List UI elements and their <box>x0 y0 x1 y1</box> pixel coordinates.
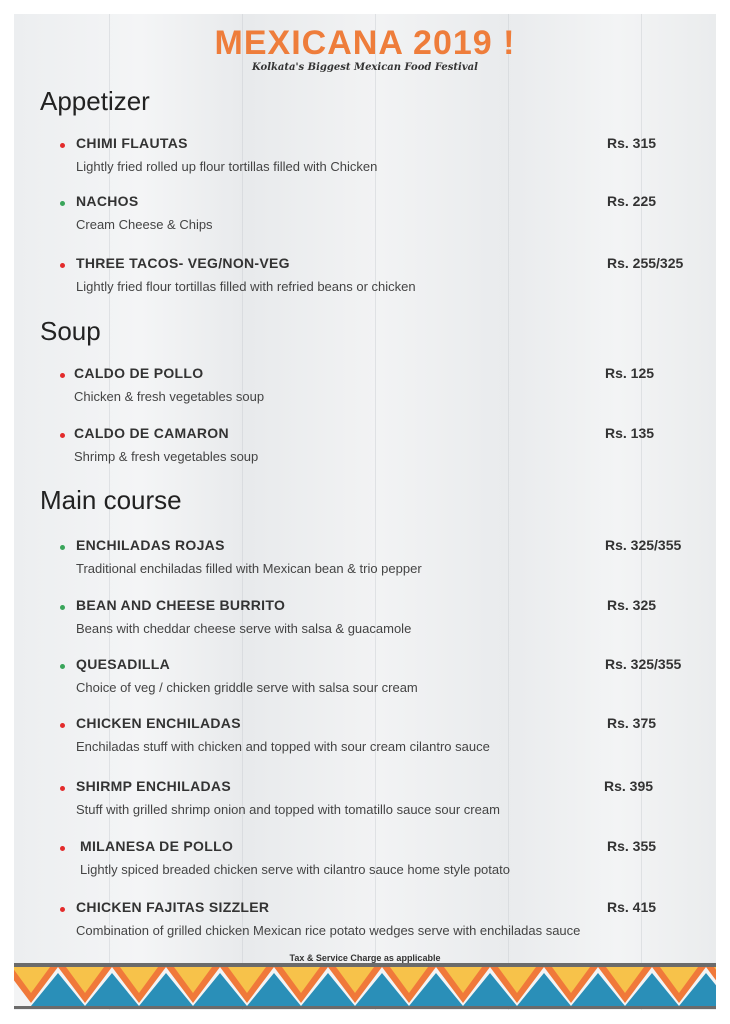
item-price: Rs. 355 <box>607 838 657 854</box>
section-title-soup: Soup <box>40 316 101 346</box>
item-description: Lightly fried rolled up flour tortillas filled with Chicken <box>76 159 378 174</box>
item-name: NACHOS <box>76 193 139 209</box>
item-name: CHICKEN FAJITAS SIZZLER <box>76 899 270 915</box>
item-description: Choice of veg / chicken griddle serve with salsa sour cream <box>76 680 418 695</box>
item-description: Combination of grilled chicken Mexican rice potato wedges serve with enchiladas sauce <box>76 923 581 938</box>
nonveg-marker-icon <box>60 263 65 268</box>
item-price: Rs. 315 <box>607 135 657 151</box>
section-title-appetizer: Appetizer <box>40 86 150 116</box>
tax-note: Tax & Service Charge as applicable <box>289 953 441 963</box>
item-name: THREE TACOS- VEG/NON-VEG <box>76 255 290 271</box>
item-name: BEAN AND CHEESE BURRITO <box>76 597 286 613</box>
menu-subtitle: Kolkata's Biggest Mexican Food Festival <box>252 62 478 73</box>
item-description: Enchiladas stuff with chicken and topped with sour cream cilantro sauce <box>76 739 490 754</box>
item-description: Beans with cheddar cheese serve with salsa & guacamole <box>76 621 412 636</box>
item-price: Rs. 255/325 <box>607 255 684 271</box>
nonveg-marker-icon <box>60 723 65 728</box>
veg-marker-icon <box>60 664 65 669</box>
item-price: Rs. 325/355 <box>605 537 682 553</box>
item-name: CALDO DE CAMARON <box>74 425 229 441</box>
item-name: CHIMI FLAUTAS <box>76 135 188 151</box>
nonveg-marker-icon <box>60 373 65 378</box>
item-description: Lightly fried flour tortillas filled with refried beans or chicken <box>76 279 416 294</box>
veg-marker-icon <box>60 545 65 550</box>
veg-marker-icon <box>60 201 65 206</box>
item-name: QUESADILLA <box>76 656 170 672</box>
item-price: Rs. 135 <box>605 425 655 441</box>
menu-title: MEXICANA 2019 ! <box>214 24 516 62</box>
item-price: Rs. 415 <box>607 899 657 915</box>
item-name: MILANESA DE POLLO <box>80 838 234 854</box>
nonveg-marker-icon <box>60 846 65 851</box>
item-name: CALDO DE POLLO <box>74 365 204 381</box>
item-description: Traditional enchiladas filled with Mexican bean & trio pepper <box>76 561 422 576</box>
item-description: Stuff with grilled shrimp onion and topped with tomatillo sauce sour cream <box>76 802 500 817</box>
item-price: Rs. 325 <box>607 597 657 613</box>
item-price: Rs. 225 <box>607 193 657 209</box>
veg-marker-icon <box>60 605 65 610</box>
wood-plank-line <box>508 14 509 1010</box>
item-price: Rs. 395 <box>604 778 654 794</box>
wood-plank-line <box>641 14 642 1010</box>
item-price: Rs. 125 <box>605 365 655 381</box>
aztec-pattern-border <box>14 963 716 1009</box>
item-description: Lightly spiced breaded chicken serve with cilantro sauce home style potato <box>80 862 510 877</box>
nonveg-marker-icon <box>60 786 65 791</box>
item-description: Shrimp & fresh vegetables soup <box>74 449 259 464</box>
item-name: CHICKEN ENCHILADAS <box>76 715 241 731</box>
item-price: Rs. 325/355 <box>605 656 682 672</box>
item-name: ENCHILADAS ROJAS <box>76 537 225 553</box>
section-title-main-course: Main course <box>40 485 182 515</box>
nonveg-marker-icon <box>60 143 65 148</box>
nonveg-marker-icon <box>60 433 65 438</box>
item-price: Rs. 375 <box>607 715 657 731</box>
item-name: SHIRMP ENCHILADAS <box>76 778 231 794</box>
nonveg-marker-icon <box>60 907 65 912</box>
item-description: Cream Cheese & Chips <box>76 217 213 232</box>
item-description: Chicken & fresh vegetables soup <box>74 389 265 404</box>
